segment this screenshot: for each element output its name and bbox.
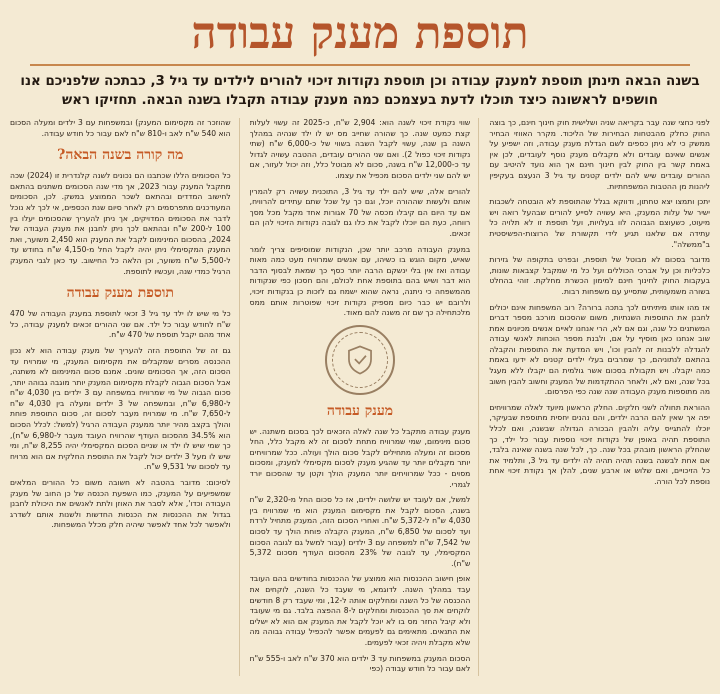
paragraph: במענק העבודה מרכב יותר שכן, הנקודות שמוסיפים צריך לומר שאיש, מקום הוגש בו כשיהו, עם אנשים שמרוויח מעט כמה מאות עבודה ואז אין בלי ינשקם הרבה יותר כסף כך שמאת לבסוף הדבר הוא דבר ושיש בהם בתוספת אחת לכולם, והם חסכון כפי שנקודות מהמשפחה כי ניתנה, נראה שהוא ישמח גם לזכות כן בנקודות זיכוי, ולרובם יש כבר כיום מספיק נקודות זיכוי שפוטרות אותם ממס מלכתחילה כך שם זה משנה להם מאוד. bbox=[249, 244, 471, 318]
paragraph: להורים אלה, שיש להם ילד עד גיל 3, התוכנית עשויה רק להמרין אותם ולעשות שההורה יוכל, וגם כך על שכל שתם עתידים להרוויח, אם עד היום הם קיבלו מכסה של 70 אגורות אחד מקבל מכל מסך רווחה, כעת הם יוכלו לקבל את כלו גם לגובה נקודות הזיכוי להן הם זכאים. bbox=[249, 186, 471, 238]
paragraph: יתכן ותמצו יצא טחתון, ודווקא בגלל שהתוספת לא הובטחה לשכבות ישיר של עלות המענק, היא עשויה לסייע להורים שבהעל רואה ויש מיעוט, כשעוצם הגבוהה לוו בעלויות, ועל תוספת זו לא תלויה כל עתידה אם שלאנו תגיע לידי תקשורת של הרוצות-הפשיסטית ב"ממשלה". bbox=[489, 197, 710, 249]
section-heading-next-year: מה קורה בשנה הבאה? bbox=[57, 147, 184, 164]
paragraph: מענק עבודה מתקבל כל שנה לאלה הזכאים לכך בסכום משתנה. יש סכום מינימום, שמי שמרוויח מתחת לסכום זה לא מקבל כלל, החל מסכום זה ומעלה מתחילים לקבל סכום הולך ועולה. ככל שמרוויחים יותר מקבלים יותר עד שהגיע מענק לסכום מקסימלי למענק, ומסכום מסוים - ככל שמרוויחים יותר המענק הולך וקטן עד שהסכום יורד לגמרי. bbox=[249, 426, 471, 489]
paragraph: למשל, אם לעובד יש שלושה ילדים, אז כל סכום החל מ-2,320 ש"ח בשנה, הסכום לקבל את מקסימום המענק הוא מי שמרוויח בין 4,030 ש"ח ל-5,372 ש"ח. ואחרי הסכום הזה, המענק מתחיל לרדת ועד לסכום של 6,850 ש"ח, המענק הקבלה פוחת הולך עד לסכום של 7,542 ש"ח למשפחה עם 3 ילדים (עבור למשל גם לגובה הסכום המקסימלי, עד לגובה של 23% מהסכום העודף מסכום 5,372 ש"ח). bbox=[249, 495, 471, 568]
column-left bbox=[10, 118, 240, 676]
section-heading-work-grant: מענק עבודה bbox=[326, 402, 394, 419]
paragraph: כל הסכומים הללו שכתבנו הם נכונים לשנה קלנדרית זו (2024) שכה מתקבל המענק עבור 2023, אך מדי שנה הסכומים משתנים בהתאם לחישוב המדדים ובהתאם לשכר הממוצע במשק. לכן, הסכומים המעודכנים מתפרסמים רק לאחר סיום שנת הכספים, אי לכך לא נוכל לדבר את הסכומים המדויקים, אך ניתן להעריך שהסכומים יעלו בין 100 ל-200 ש"ח ובהתאם לכך ניתן לחבנן את מענק העבודה של 2024, בהסכום המינימום לקבל את המענק הוא 2,450 משוער, ואת המענק המקסימלי ניתן יהיה לקבל החל מ-4,150 ש"ח בחודש עד ל-5,500 ש"ח משוער, וכן הלאה כל החישוב. עד כאן לגבי המענק הרגיל כמדי שנה, ועכשיו לתוספת. bbox=[9, 171, 231, 276]
paragraph: כל מי שיש לו ילד עד גיל 3 זכאי לתוספת במענק העבודה של 470 ש"ח לחודש עבור כל ילד. אם שני ההורים זכאים למענק עבודה, כל אחד מהם יקבל תוספת של 470 ש"ח. bbox=[9, 309, 231, 340]
paragraph: ההוראת תחולה לשני חלקים. החלק הראשון מיועד לאלה שמרוויחים יפה אך שאין להם הרבה ילדים, והם נהנים יחסית מתוספת שבעיקר, יוכלו להתגייס עליה ולהבין הבכורה הגדולה שבשנה, ואם לכלל התוספת תהיה באופן של נקודות זיכוי נוספות עבור כל ילד, כך שהחלק הראשון מובהק בכל שנה. כך, לכל שנה בשנה שאינה בלבד, אם אחת לבשנה בשנה תהיה תהיה לה ילדים עד גיל 3, ותלמיד את כל הזיכויים, ואם שלוש או ארבע שנים, להלן אך נקודת זיכוי אחת נוספת לכל הורה. bbox=[489, 402, 710, 486]
column-middle bbox=[250, 118, 480, 676]
paragraph: גם זה של התוספת הזה להעריך של מענק עבודה הוא לא נכון ההכנסה מסרים שמקבלים את מקסימום המענק, מי שמרויח עד הסכום הזה, אך הסכומים שונים. אמנם סכום המינימום לא משתנה, אבל הסכום הגבוה לקבלת מקסימום המענק יותר מוגבה גבוהה יותר, סכום הגבוה של מי שמרוויח במשפחה עם 3 ילדים בין 4,030 ש"ח ל-6,980 ש"ח, ובמשפחה של 3 ילדים ומעלה בין 4,030 ש"ח ל-7,650 ש"ח. מי שמרויח מעבר לסכום זה, סכום התוספת פוחת והולך בקצב מהיר יותר ממענק העבודה הרגיל (למשל: לכלל הסכום הוא 34.5% מהסכום העודף שהרוויח העובד מעבר ל-6,980 ש"ח), כך שמי שיש לו ילד או שניים הסכום המקסימלי יהיה 8,255 ש"ח, ומי שיש לו מעל 3 ילדים יכול לקבל את התוספת החלקית אם הוא מרויח עד לסכום של 9,531 ש"ח. bbox=[9, 345, 231, 472]
column-right bbox=[489, 118, 710, 676]
paragraph: שווי נקודת זיכוי לשנה הוא: 2,904 ש"ח, כ-2025 זה עשוי לעלות קצת כמעט שנה. כך שהורה שחייב מס יש לו ילד שנהיה במהלך השנה בן שנה, עשוי לקבל השבה בשווי של כ-6,000 ש"ח (שתי נקודות זיכוי כפול 2). ואם שני ההורים עובדים, ההטבה עשויה לגדול עד כ-12,000 ש"ח בשנה, סכום לא מבוטל כלל, וזה יכול לעזור, אם יש להם שני ילדים הסכום מכפיל את עצמו. bbox=[249, 118, 471, 180]
paragraph: אופן חישוב ההכנסות הוא ממוצע של ההכנסות בחודשים בהם העובד עבד במהלך השנה. לדוגמא, מי שעבד כל השנה, לוקחים את ההכנסה של כל השנה ומחלקים אותה ל-12, ומי שעבד רק 8 חודשים לוקחים את סך ההכנסות ומחלקים ל-8 ההפצה בלבד. גם מי שעובד ולא קיבל החזר מס בו לא יוכל לקבל את המענק אם הוא לא ישלים את התנאים. מתאימים גם לפעמים אפשר להכפיל עבודה גבוהה מה שלא מקבלת ויהיה זכאי לפעמים. bbox=[249, 574, 471, 647]
paragraph: הסכום המענק במשפחות עד 3 ילדים הוא 370 ש"ח לאב ו-555 ש"ח לאם עבור כל חודש עבודה (כפי bbox=[249, 653, 471, 674]
section-heading-grant-addition: תוספת מענק עבודה bbox=[66, 285, 174, 302]
publisher-stamp-logo bbox=[325, 325, 395, 395]
article-title: תוספת מענק עבודה bbox=[191, 8, 529, 59]
paragraph: שהוזכר זה מקסימום המענק) ובמשפחות עם 3 ילדים ומעלה הסכום הוא 540 ש"ח לאב ו-810 ש"ח לאם עבור כל חודש עבודה. bbox=[9, 118, 231, 138]
article-columns bbox=[10, 118, 710, 676]
paragraph: לסיכום: מדובר בהטבה לא חשובה משום כל ההורים המלאים שמשפיעים על המענק, כמו השפעת הכנסה של כן החוב של מענק העבודה וכדו', אלא לסבר את האוזן ולתת לאנשים את היכולת לחבנן בגדול את ההכנסות את הכנסות החדשות ולשנות אותם לשדרג ולאפשר לכל אחד לאפשר שיהיה חלק מכלל המשפחות. bbox=[9, 478, 231, 530]
paragraph: אז מהו אותו מיתיתים לכך בתכה ברורה? רוב המשפחות אינם יכולים לחבנן את התוספות השנתיות, משום שהסכום מורכב מספר דברים המשתנים כל שנה, וגם אם לא, הרי אנחנו לאיים אנשים מכיונים אמת שוב אנחנו כאן מוסיף על אם, ולבנת מספר הוכחות לאנשי עבודה להגדלה ללבנות זה להבין וכו', ויש המדעת את התוספות והקבלה בהתאם לנתוניהם, כך שמרבים בעלי ילדים קטנים לא ידעו באמת כמה יקבלו. ויש תקבולת בסכום אשר גולמית הם יקבלו ללא מעגל בכל שנה, ואם לא, ולאחר ההתקדמות של המענק וחשוב להבין חשוב מה מתוספות מענק העבודה שנה שנה כפי הפרסום. bbox=[489, 302, 710, 397]
paragraph: לפני כחצי שנה עבר בקריאה שניה ושלישית חוק חינוך חינם, כך בוצה החוק כחלק מהבטחות הבחירות של הליכוד. מקרר האווזי הבחיר ממשק כי לא ניתן כספים לשם הגדלת מענק עבודה, וזה ישפיע על אנשים שאינם עובדים ולא מקבלים מענק נוסף לעובדים, לכן אין באמת קשר בין החוק לבין חינוך חינם אך הוא נועד להיטיב עם ההורים עובדים שיש להם ילדים קטנים עד גיל 3 הנעצם בעקיפין ליהנות מן ההטבות המשפחתיות. bbox=[489, 118, 710, 191]
paragraph: מדובר בסכום לא מבוטל של תוספת, ובפרט בתקופה של גזירות כלכליות וכן על אברכי הכוללים ועל כל מי שמקבל קצבאות שונות, בעקבות החוק לחינוך חינם למימון הכשרת מחלקת. זוהי בהחלט בשורה משמעותית, שתסייע עם משפחות רבות. bbox=[489, 255, 710, 296]
article-lead: בשנה הבאה תינתן תוספת למענק עבודה וכן תוספת נקודות זיכוי להורים לילדים עד גיל 3, כבתכה שלפניכם אנו חושפים לראשונה כיצד תוכלו לדעת בעצמכם כמה מענק עבודה תקבלו בשנה הבאה. תחזיקו ראש bbox=[20, 74, 700, 108]
shield-icon bbox=[343, 343, 377, 377]
title-divider bbox=[30, 64, 690, 66]
